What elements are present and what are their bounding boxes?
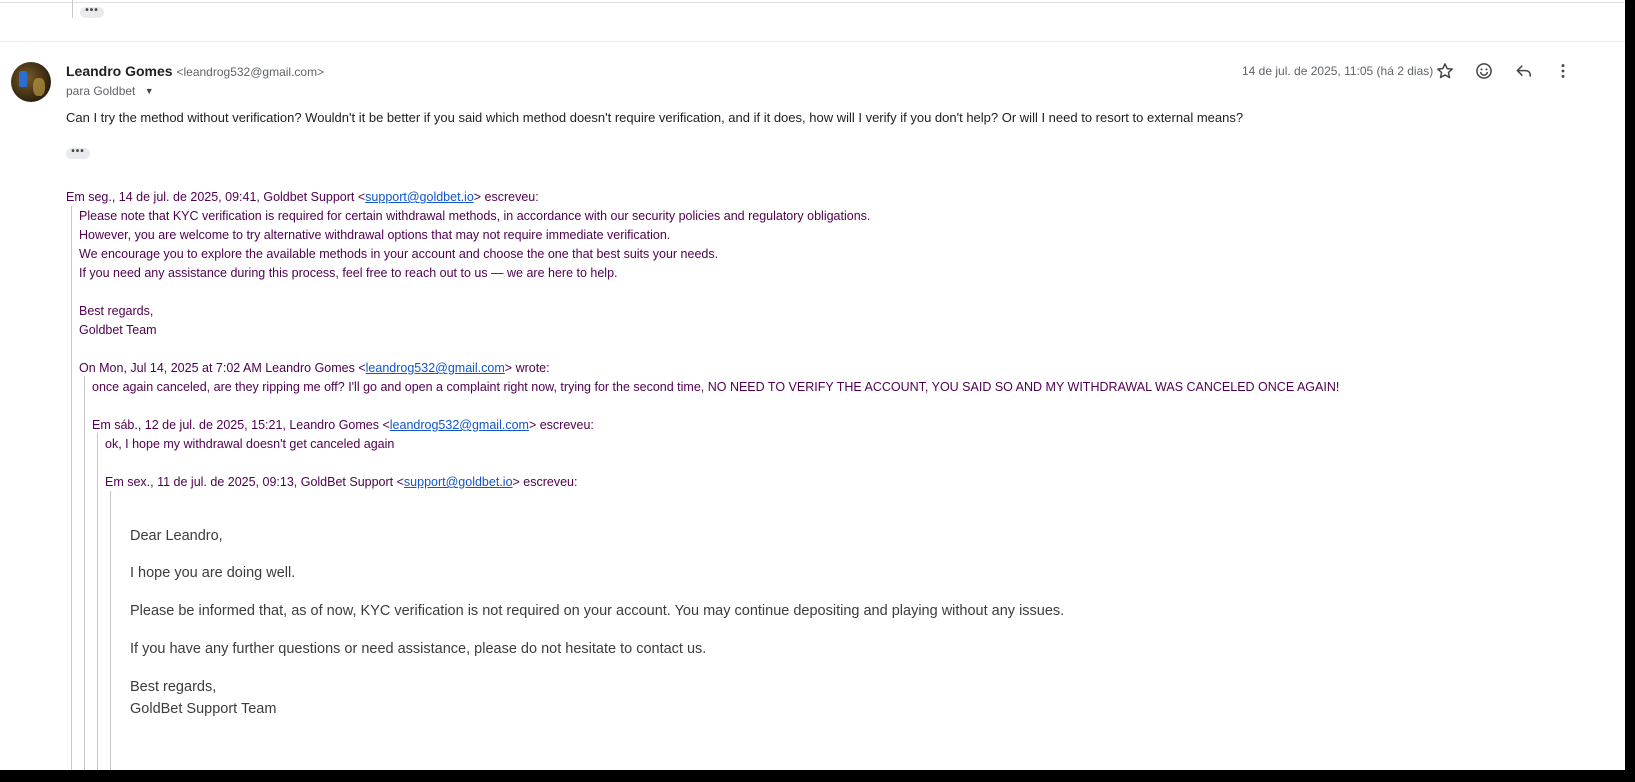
quote-text: once again canceled, are they ripping me off? I'll go and open a complaint right now, trying for the second time, NO NEED TO VERIFY THE ACCOUNT, YOU SAID SO AND MY WITHDRAWAL WAS CANCELED ONCE AGAIN! (92, 380, 1340, 394)
email-link[interactable]: leandrog532@gmail.com (365, 361, 505, 375)
quote-text: Please note that KYC verification is required for certain withdrawal methods, in accordance with our security policies and regulatory obligations. (79, 209, 871, 223)
more-vert-icon[interactable] (1551, 59, 1575, 83)
avatar[interactable] (11, 62, 51, 102)
top-divider (0, 2, 1625, 3)
message-divider (0, 41, 1625, 42)
reply-icon[interactable] (1512, 59, 1536, 83)
quote-text: However, you are welcome to try alternative withdrawal options that may not require immediate verification. (79, 228, 671, 242)
quote-text: If you need any assistance during this process, feel free to reach out to us — we are here to help. (79, 266, 618, 280)
recipient-label: para Goldbet (66, 84, 136, 98)
message-body: Can I try the method without verification? Wouldn't it be better if you said which method doesn't require verification, and if it does, how will I verify if you don't help? Or will I need to resort to external means? (66, 110, 1244, 125)
emoji-icon[interactable] (1472, 59, 1496, 83)
scrollbar[interactable] (1625, 0, 1635, 782)
sender-name[interactable]: Leandro Gomes (66, 63, 173, 79)
quote-signature: Best regards, (79, 304, 154, 318)
quote-line (71, 206, 72, 770)
recipient-dropdown[interactable] (66, 84, 154, 98)
email-link[interactable]: leandrog532@gmail.com (389, 418, 529, 432)
show-trimmed-content-button[interactable] (66, 141, 90, 159)
quote-line (110, 491, 111, 770)
ellipsis-icon[interactable]: ••• (66, 148, 90, 159)
previous-trimmed-content-button[interactable] (80, 0, 104, 18)
quote-text: If you have any further questions or need assistance, please do not hesitate to contact us. (130, 641, 707, 657)
quote-signature: GoldBet Support Team (130, 701, 277, 717)
quote-text: I hope you are doing well. (130, 565, 296, 581)
email-link[interactable]: support@goldbet.io (403, 475, 513, 489)
quote-text: We encourage you to explore the available methods in your account and choose the one that best suits your needs. (79, 247, 719, 261)
quote-header-3: Em sáb., 12 de jul. de 2025, 15:21, Leandro Gomes <leandrog532@gmail.com> escreveu: (92, 418, 594, 432)
quote-signature: Goldbet Team (79, 323, 157, 337)
quote-text: ok, I hope my withdrawal doesn't get canceled again (105, 437, 395, 451)
quote-line (84, 376, 85, 770)
quote-text: Please be informed that, as of now, KYC verification is not required on your account. You may continue depositing and playing without any issues. (130, 603, 1065, 619)
quote-signature: Best regards, (130, 679, 217, 695)
quote-line (97, 433, 98, 770)
quote-text: Dear Leandro, (130, 528, 223, 544)
previous-quote-line (72, 0, 73, 18)
sender-info (66, 63, 324, 79)
ellipsis-icon[interactable]: ••• (80, 7, 104, 18)
email-link[interactable]: support@goldbet.io (365, 190, 474, 204)
chevron-down-icon[interactable]: ▼ (144, 86, 154, 96)
quote-header-4: Em sex., 11 de jul. de 2025, 09:13, GoldBet Support <support@goldbet.io> escreveu: (105, 475, 578, 489)
quote-header-2: On Mon, Jul 14, 2025 at 7:02 AM Leandro Gomes <leandrog532@gmail.com> wrote: (79, 361, 550, 375)
message-date: 14 de jul. de 2025, 11:05 (há 2 dias) (1242, 64, 1434, 78)
quote-header-1: Em seg., 14 de jul. de 2025, 09:41, Goldbet Support <support@goldbet.io> escreveu: (66, 190, 539, 204)
sender-email: <leandrog532@gmail.com> (176, 65, 325, 79)
star-icon[interactable] (1433, 59, 1457, 83)
